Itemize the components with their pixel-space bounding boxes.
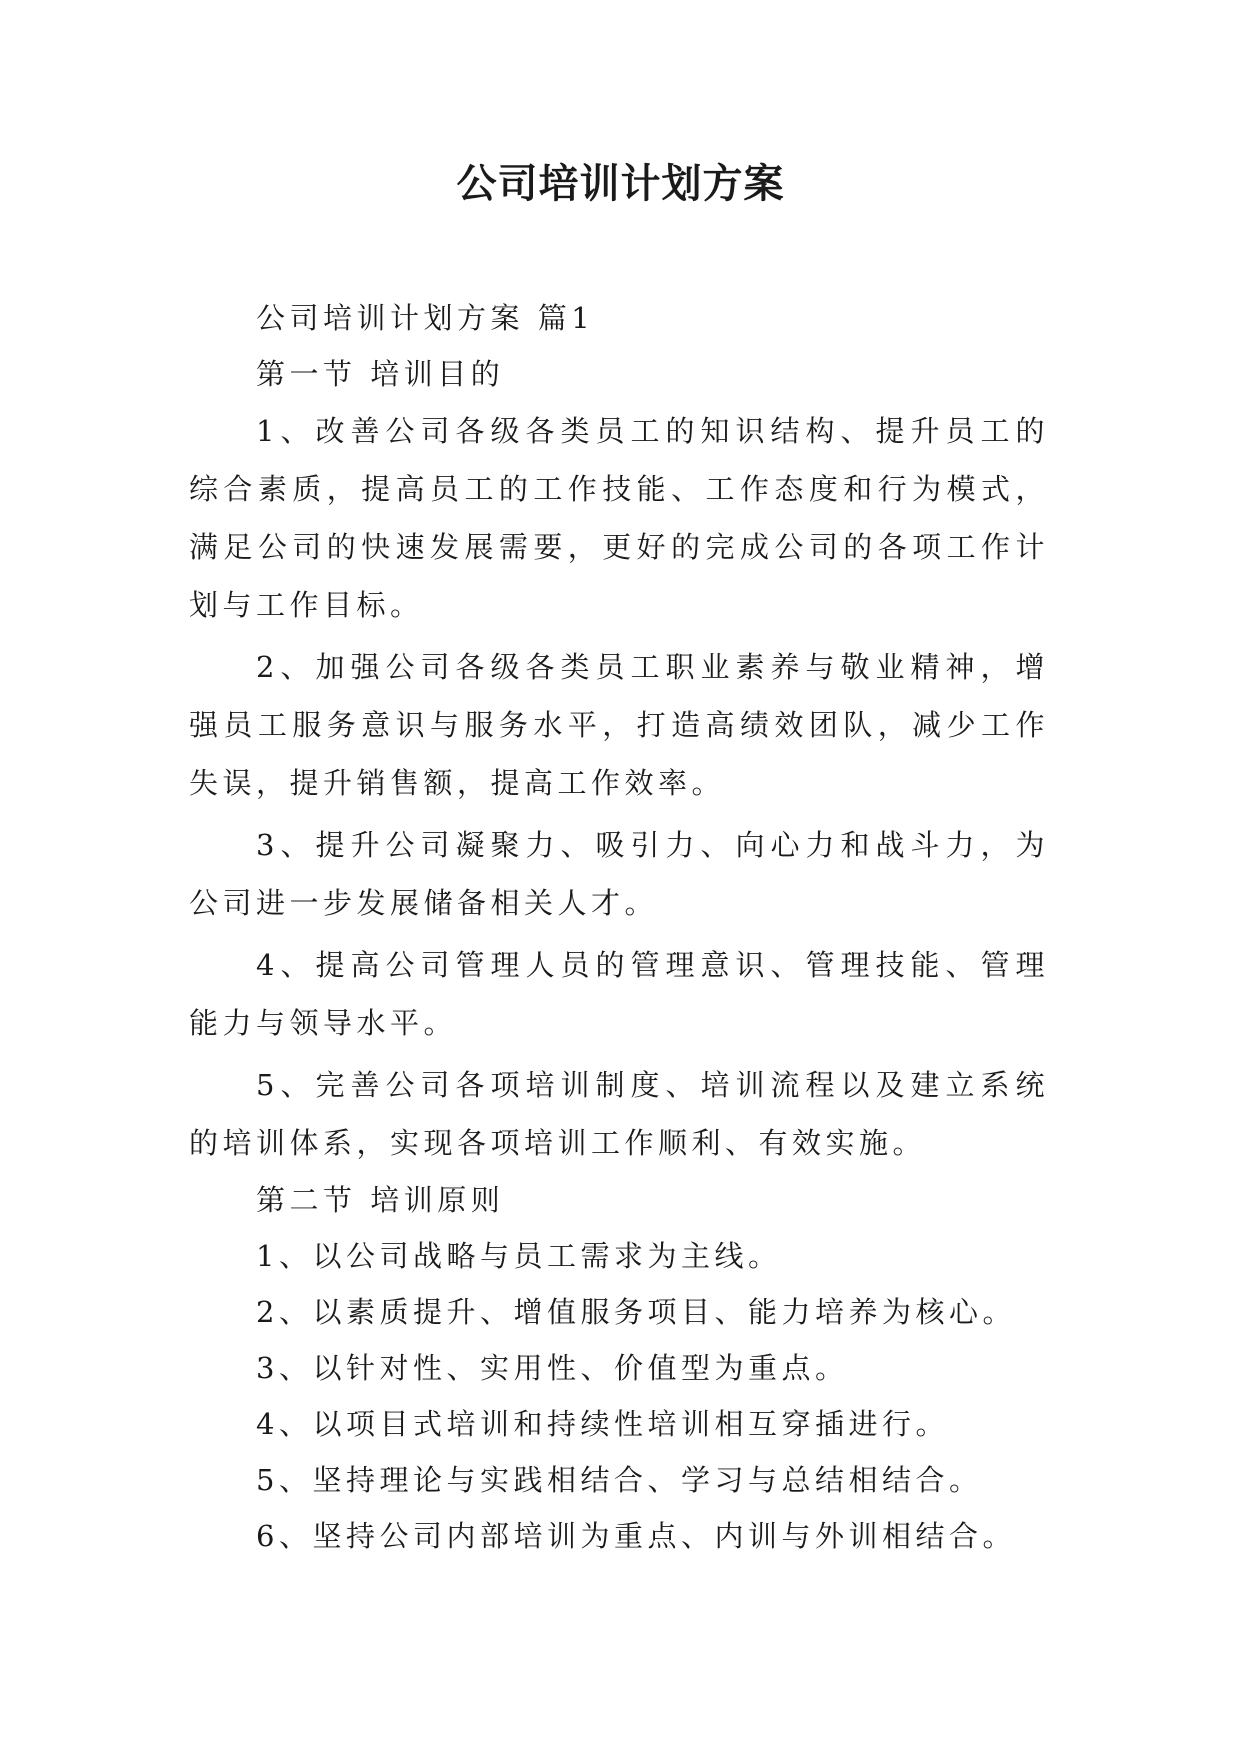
- section-heading-principles: 第二节 培训原则: [256, 1183, 505, 1217]
- principle-item-5: 5、坚持理论与实践相结合、学习与总结相结合。: [256, 1463, 983, 1497]
- principle-item-4: 4、以项目式培训和持续性培训相互穿插进行。: [256, 1407, 949, 1441]
- principle-item-2: 2、以素质提升、增值服务项目、能力培养为核心。: [256, 1295, 1016, 1329]
- purpose-paragraph-3: 3、提升公司凝聚力、吸引力、向心力和战斗力，为公司进一步发展储备相关人才。: [189, 828, 1049, 920]
- purpose-paragraph-2: 2、加强公司各级各类员工职业素养与敬业精神，增强员工服务意识与服务水平，打造高绩效团队，减少工作失误，提升销售额，提高工作效率。: [189, 650, 1049, 800]
- purpose-paragraph-1: 1、改善公司各级各类员工的知识结构、提升员工的综合素质，提高员工的工作技能、工作态度和行为模式，满足公司的快速发展需要，更好的完成公司的各项工作计划与工作目标。: [189, 414, 1049, 622]
- article-subtitle: 公司培训计划方案 篇1: [256, 301, 595, 335]
- document-body: [189, 290, 1049, 1564]
- principle-item-1: 1、以公司战略与员工需求为主线。: [256, 1239, 782, 1273]
- section-heading-purpose: 第一节 培训目的: [256, 357, 505, 391]
- purpose-paragraph-4: 4、提高公司管理人员的管理意识、管理技能、管理能力与领导水平。: [189, 948, 1049, 1040]
- principle-item-6: 6、坚持公司内部培训为重点、内训与外训相结合。: [256, 1519, 1016, 1553]
- principle-item-3: 3、以针对性、实用性、价值型为重点。: [256, 1351, 849, 1385]
- purpose-paragraph-5: 5、完善公司各项培训制度、培训流程以及建立系统的培训体系，实现各项培训工作顺利、有效实施。: [189, 1068, 1049, 1160]
- document-title: 公司培训计划方案: [456, 160, 785, 207]
